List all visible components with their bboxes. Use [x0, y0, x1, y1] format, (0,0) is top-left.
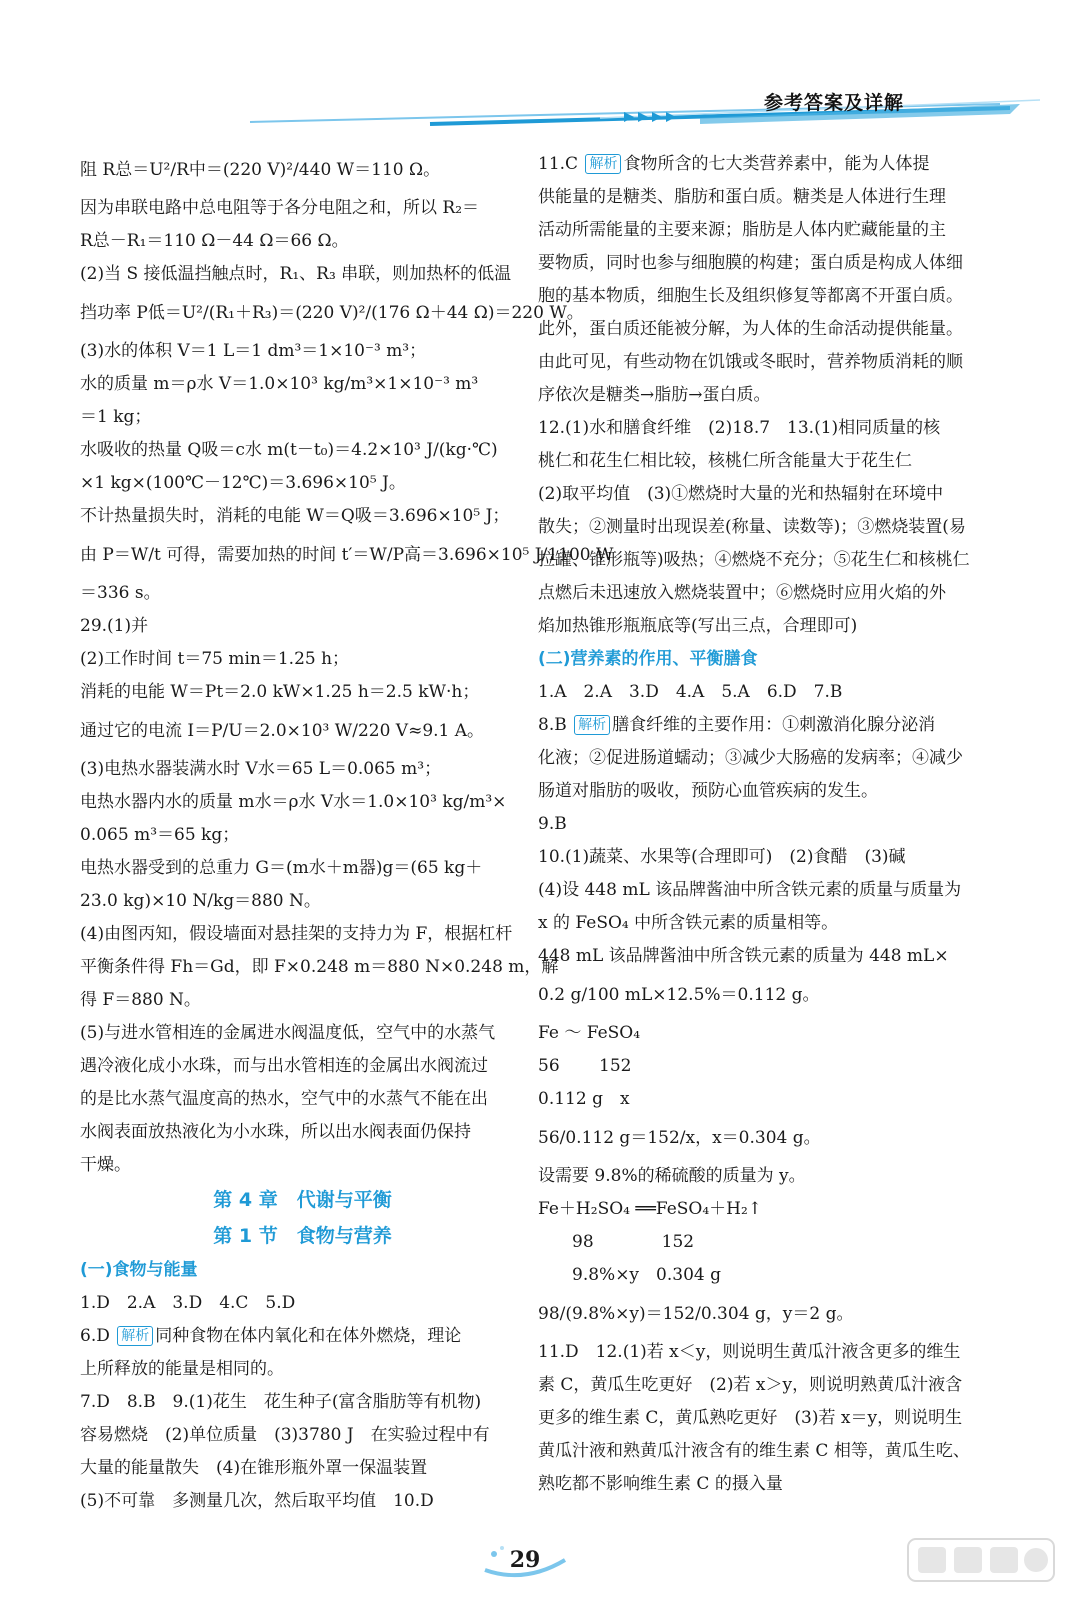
answer-line: 1.D 2.A 3.D 4.C 5.D — [80, 1293, 296, 1313]
section-title: 第 1 节 食物与营养 — [213, 1225, 392, 1247]
question-number: 6.D — [80, 1326, 116, 1346]
answer-line: (2)取平均值 (3)①燃烧时大量的光和热辐射在环境中 — [538, 484, 944, 504]
analysis-text: 同种食物在体内氧化和在体外燃烧，理论 — [155, 1326, 462, 1346]
answer-line: 9.B — [538, 814, 567, 834]
answer-line: ＝1 kg； — [80, 407, 152, 427]
answer-line: (3)电热水器装满水时 V水＝65 L＝0.065 m³； — [80, 759, 442, 779]
answer-line: 7.D 8.B 9.(1)花生 花生种子(富含脂肪等有机物) — [80, 1392, 482, 1412]
answer-line: 得 F＝880 N。 — [80, 990, 201, 1010]
answer-line: 水的质量 m＝ρ水 V＝1.0×10³ kg/m³×1×10⁻³ m³ — [80, 374, 479, 394]
answer-line: 容易燃烧 (2)单位质量 (3)3780 J 在实验过程中有 — [80, 1425, 490, 1445]
question-number: 11.C — [538, 154, 584, 174]
answer-line: 因为串联电路中总电阻等于各分电阻之和，所以 R₂＝ — [80, 198, 480, 218]
answer-line: 供能量的是糖类、脂肪和蛋白质。糖类是人体进行生理 — [538, 187, 946, 207]
answer-line — [538, 709, 988, 742]
answer-line: 56 152 — [538, 1056, 632, 1076]
answer-line: 11.D 12.(1)若 x＜y，则说明生黄瓜汁液含更多的维生 — [538, 1342, 961, 1362]
answer-line: (5)不可靠 多测量几次，然后取平均值 10.D — [80, 1491, 434, 1511]
answer-line: 448 mL 该品牌酱油中所含铁元素的质量为 448 mL× — [538, 946, 949, 966]
answer-line: 水阀表面放热液化为小水珠，所以出水阀表面仍保持 — [80, 1122, 471, 1142]
header-title: 参考答案及详解 — [763, 92, 904, 114]
answer-line: 胞的基本物质，细胞生长及组织修复等都离不开蛋白质。 — [538, 286, 963, 306]
page-header — [0, 0, 1080, 140]
answer-line: 上所释放的能量是相同的。 — [80, 1359, 284, 1379]
analysis-tag: 解析 — [117, 1326, 153, 1346]
answer-line: 素 C，黄瓜生吃更好 (2)若 x＞y，则说明熟黄瓜汁液含 — [538, 1375, 963, 1395]
answer-line: 0.065 m³＝65 kg； — [80, 825, 240, 845]
answer-line: 由 P＝W/t 可得，需要加热的时间 t′＝W/P高＝3.696×10⁵ J/1100 W — [80, 545, 614, 565]
answer-line: 散失；②测量时出现误差(称量、读数等)；③燃烧装置(易 — [538, 517, 966, 537]
answer-line — [538, 148, 988, 181]
answer-line: 阻 R总＝U²/R中＝(220 V)²/440 W＝110 Ω。 — [80, 160, 441, 180]
answer-line: x 的 FeSO₄ 中所含铁元素的质量相等。 — [538, 913, 839, 933]
answer-line: 不计热量损失时，消耗的电能 W＝Q吸＝3.696×10⁵ J； — [80, 506, 510, 526]
answer-line: 大量的能量散失 (4)在锥形瓶外罩一保温装置 — [80, 1458, 428, 1478]
answer-line — [80, 1320, 525, 1353]
answer-line: 焰加热锥形瓶瓶底等(写出三点，合理即可) — [538, 616, 858, 636]
answer-line: 桃仁和花生仁相比较，核桃仁所含能量大于花生仁 — [538, 451, 912, 471]
answer-line: 设需要 9.8%的稀硫酸的质量为 y。 — [538, 1166, 806, 1186]
answer-line: (4)由图丙知，假设墙面对悬挂架的支持力为 F，根据杠杆 — [80, 924, 513, 944]
chapter-title: 第 4 章 代谢与平衡 — [213, 1189, 392, 1211]
question-number: 8.B — [538, 715, 573, 735]
answer-line: 点燃后未迅速放入燃烧装置中；⑥燃烧时应用火焰的外 — [538, 583, 946, 603]
answer-line: 9.8%×y 0.304 g — [538, 1265, 721, 1285]
answer-line: 干燥。 — [80, 1155, 131, 1175]
answer-line: 活动所需能量的主要来源；脂肪是人体内贮藏能量的主 — [538, 220, 946, 240]
answer-line: 通过它的电流 I＝P/U＝2.0×10³ W/220 V≈9.1 A。 — [80, 721, 485, 741]
answer-line: 更多的维生素 C，黄瓜熟吃更好 (3)若 x＝y，则说明生 — [538, 1408, 963, 1428]
answer-line: 10.(1)蔬菜、水果等(合理即可) (2)食醋 (3)碱 — [538, 847, 906, 867]
answer-line: 熟吃都不影响维生素 C 的摄入量 — [538, 1474, 783, 1494]
answer-line: 23.0 kg)×10 N/kg＝880 N。 — [80, 891, 321, 911]
answer-line: 由此可见，有些动物在饥饿或冬眠时，营养物质消耗的顺 — [538, 352, 963, 372]
analysis-tag: 解析 — [574, 715, 610, 735]
page-number: 29 — [509, 1547, 541, 1573]
answer-line: 化液；②促进肠道蠕动；③减少大肠癌的发病率；④减少 — [538, 748, 963, 768]
answer-line: 遇冷液化成小水珠，而与出水管相连的金属出水阀流过 — [80, 1056, 488, 1076]
answer-line: 0.2 g/100 mL×12.5%＝0.112 g。 — [538, 985, 820, 1005]
answer-line: 56/0.112 g＝152/x，x＝0.304 g。 — [538, 1128, 821, 1148]
analysis-text: 膳食纤维的主要作用：①刺激消化腺分泌消 — [612, 715, 936, 735]
answer-line: ×1 kg×(100℃－12℃)＝3.696×10⁵ J。 — [80, 473, 406, 493]
subsection-title: (二)营养素的作用、平衡膳食 — [538, 649, 758, 669]
answer-line: (2)工作时间 t＝75 min＝1.25 h； — [80, 649, 350, 669]
header-wave-decoration — [0, 0, 1080, 140]
analysis-text: 食物所含的七大类营养素中，能为人体提 — [623, 154, 930, 174]
watermark-logo-icon — [906, 1535, 1056, 1585]
analysis-tag: 解析 — [585, 154, 621, 174]
answer-line: 电热水器受到的总重力 G＝(m水＋m器)g＝(65 kg＋ — [80, 858, 483, 878]
answer-line: 电热水器内水的质量 m水＝ρ水 V水＝1.0×10³ kg/m³× — [80, 792, 507, 812]
answer-line: 29.(1)并 — [80, 616, 149, 636]
answer-line: 肠道对脂肪的吸收，预防心血管疾病的发生。 — [538, 781, 878, 801]
answer-line: 98/(9.8%×y)＝152/0.304 g，y＝2 g。 — [538, 1304, 854, 1324]
page-number-badge — [480, 1540, 570, 1580]
answer-line: (2)当 S 接低温挡触点时，R₁、R₃ 串联，则加热杯的低温 — [80, 264, 512, 284]
answer-line: 1.A 2.A 3.D 4.A 5.A 6.D 7.B — [538, 682, 843, 702]
answer-line: 的是比水蒸气温度高的热水，空气中的水蒸气不能在出 — [80, 1089, 488, 1109]
answer-line: 拉罐、锥形瓶等)吸热；④燃烧不充分；⑤花生仁和核桃仁 — [538, 550, 970, 570]
answer-line: R总－R₁＝110 Ω－44 Ω＝66 Ω。 — [80, 231, 349, 251]
answer-line: ＝336 s。 — [80, 583, 161, 603]
answer-line: Fe ～ FeSO₄ — [538, 1023, 641, 1043]
answer-line: 挡功率 P低＝U²/(R₁＋R₃)＝(220 V)²/(176 Ω＋44 Ω)＝220 W。 — [80, 303, 584, 323]
answer-line: 序依次是糖类→脂肪→蛋白质。 — [538, 385, 771, 405]
answer-line: (3)水的体积 V＝1 L＝1 dm³＝1×10⁻³ m³； — [80, 341, 427, 361]
answer-line: (5)与进水管相连的金属进水阀温度低，空气中的水蒸气 — [80, 1023, 496, 1043]
answer-line: 12.(1)水和膳食纤维 (2)18.7 13.(1)相同质量的核 — [538, 418, 941, 438]
answer-line: Fe＋H₂SO₄ ══FeSO₄＋H₂↑ — [538, 1199, 763, 1219]
answer-line: 消耗的电能 W＝Pt＝2.0 kW×1.25 h＝2.5 kW·h； — [80, 682, 480, 702]
answer-line: 98 152 — [538, 1232, 695, 1252]
right-column — [538, 148, 988, 1501]
answer-line: (4)设 448 mL 该品牌酱油中所含铁元素的质量与质量为 — [538, 880, 962, 900]
answer-line: 0.112 g x — [538, 1089, 630, 1109]
answer-line: 水吸收的热量 Q吸＝c水 m(t－t₀)＝4.2×10³ J/(kg·℃) — [80, 440, 498, 460]
answer-line: 黄瓜汁液和熟黄瓜汁液含有的维生素 C 相等，黄瓜生吃、 — [538, 1441, 970, 1461]
answer-line: 此外，蛋白质还能被分解，为人体的生命活动提供能量。 — [538, 319, 963, 339]
answer-line: 平衡条件得 Fh＝Gd，即 F×0.248 m＝880 N×0.248 m，解 — [80, 957, 559, 977]
answer-line: 要物质，同时也参与细胞膜的构建；蛋白质是构成人体细 — [538, 253, 963, 273]
subsection-title: (一)食物与能量 — [80, 1260, 198, 1280]
